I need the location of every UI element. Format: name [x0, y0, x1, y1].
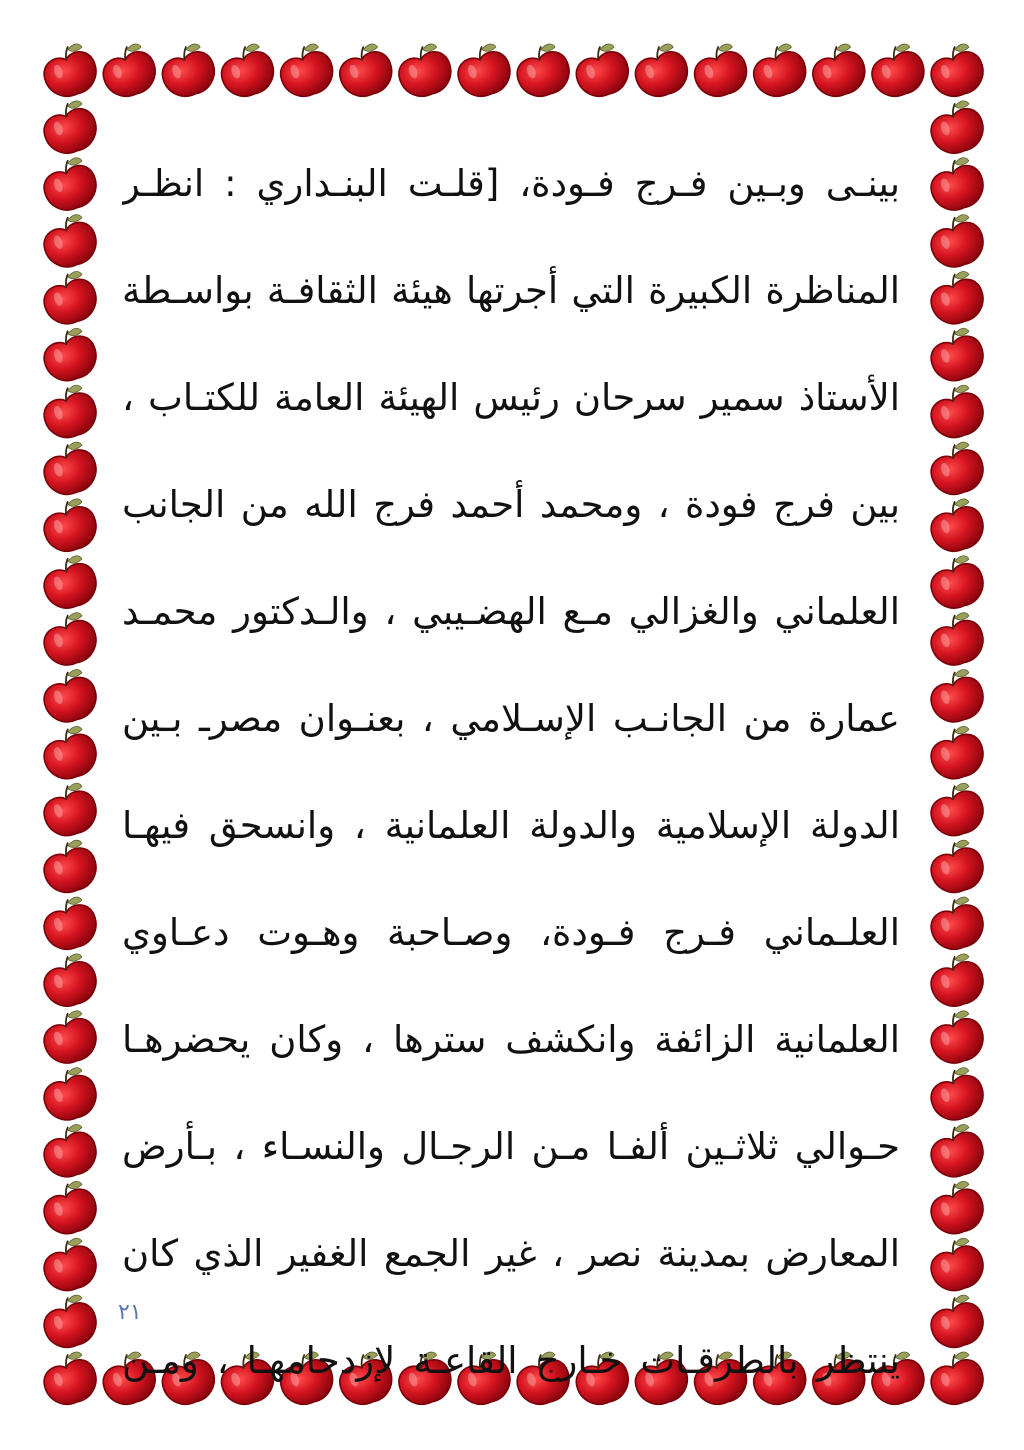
red-apple-icon: [924, 1348, 988, 1410]
text-line: المناظرة الكبيرة التي أجرتها هيئة الثقافـة بواسـطة: [122, 269, 900, 312]
red-apple-icon: [37, 1064, 101, 1126]
text-line: العلمانية الزائفة وانكشف سترها ، وكان يحضرهـا: [122, 1018, 900, 1061]
red-apple-icon: [924, 40, 988, 102]
red-apple-icon: [924, 723, 988, 785]
text-line: بين فرج فودة ، ومحمد أحمد فرج الله من الجانب: [122, 483, 900, 526]
red-apple-icon: [37, 552, 101, 614]
red-apple-icon: [924, 1234, 988, 1296]
red-apple-icon: [37, 836, 101, 898]
text-line: الدولة الإسلامية والدولة العلمانية ، وانسحق فيهـا: [122, 804, 900, 847]
red-apple-icon: [37, 1178, 101, 1240]
red-apple-icon: [37, 495, 101, 557]
red-apple-icon: [747, 40, 811, 102]
red-apple-icon: [156, 40, 220, 102]
red-apple-icon: [688, 40, 752, 102]
red-apple-icon: [924, 438, 988, 500]
red-apple-icon: [37, 893, 101, 955]
red-apple-icon: [511, 40, 575, 102]
red-apple-icon: [924, 268, 988, 330]
red-apple-icon: [924, 1121, 988, 1183]
red-apple-icon: [924, 609, 988, 671]
text-line: ينتظر بالطرقـات خـارج القاعـة لإزدحامهـا ، ومـن: [122, 1339, 900, 1382]
red-apple-icon: [97, 40, 161, 102]
red-apple-icon: [215, 40, 279, 102]
red-apple-icon: [37, 40, 101, 102]
red-apple-icon: [37, 1234, 101, 1296]
red-apple-icon: [924, 1007, 988, 1069]
red-apple-icon: [924, 1291, 988, 1353]
page-number: ٢١: [118, 1300, 142, 1325]
red-apple-icon: [37, 1121, 101, 1183]
red-apple-icon: [924, 495, 988, 557]
red-apple-icon: [629, 40, 693, 102]
red-apple-icon: [37, 950, 101, 1012]
red-apple-icon: [37, 609, 101, 671]
red-apple-icon: [37, 1007, 101, 1069]
red-apple-icon: [451, 40, 515, 102]
red-apple-icon: [333, 40, 397, 102]
red-apple-icon: [924, 325, 988, 387]
red-apple-icon: [392, 40, 456, 102]
red-apple-icon: [274, 40, 338, 102]
red-apple-icon: [924, 552, 988, 614]
red-apple-icon: [570, 40, 634, 102]
red-apple-icon: [924, 779, 988, 841]
red-apple-icon: [37, 723, 101, 785]
text-line: العلماني والغزالي مـع الهضـيبي ، والـدكتور محمـد: [122, 590, 900, 633]
text-line: العلـماني فـرج فـودة، وصـاحبة وهـوت دعـاوي: [122, 911, 900, 954]
red-apple-icon: [924, 1178, 988, 1240]
text-line: المعارض بمدينة نصر ، غير الجمع الغفير الذي كان: [122, 1232, 900, 1275]
text-line: عمارة من الجانـب الإسـلامي ، بعنـوان مصرـ بـين: [122, 697, 900, 740]
red-apple-icon: [37, 438, 101, 500]
red-apple-icon: [924, 381, 988, 443]
body-text: [122, 130, 900, 1414]
red-apple-icon: [924, 950, 988, 1012]
red-apple-icon: [37, 381, 101, 443]
red-apple-icon: [37, 154, 101, 216]
red-apple-icon: [924, 836, 988, 898]
red-apple-icon: [806, 40, 870, 102]
red-apple-icon: [924, 1064, 988, 1126]
red-apple-icon: [865, 40, 929, 102]
red-apple-icon: [37, 1291, 101, 1353]
red-apple-icon: [37, 1348, 101, 1410]
red-apple-icon: [924, 666, 988, 728]
text-line: بينـى وبـين فـرج فـودة، [قلـت البنـداري : انظـر: [122, 162, 900, 205]
red-apple-icon: [37, 325, 101, 387]
text-line: الأستاذ سمير سرحان رئيس الهيئة العامة للكتـاب ،: [122, 376, 900, 419]
text-line: حـوالي ثلاثـين ألفـا مـن الرجـال والنسـاء ، بـأرض: [122, 1125, 900, 1168]
red-apple-icon: [37, 666, 101, 728]
red-apple-icon: [924, 97, 988, 159]
red-apple-icon: [924, 211, 988, 273]
red-apple-icon: [924, 893, 988, 955]
red-apple-icon: [37, 268, 101, 330]
red-apple-icon: [37, 211, 101, 273]
red-apple-icon: [37, 779, 101, 841]
red-apple-icon: [37, 97, 101, 159]
red-apple-icon: [924, 154, 988, 216]
